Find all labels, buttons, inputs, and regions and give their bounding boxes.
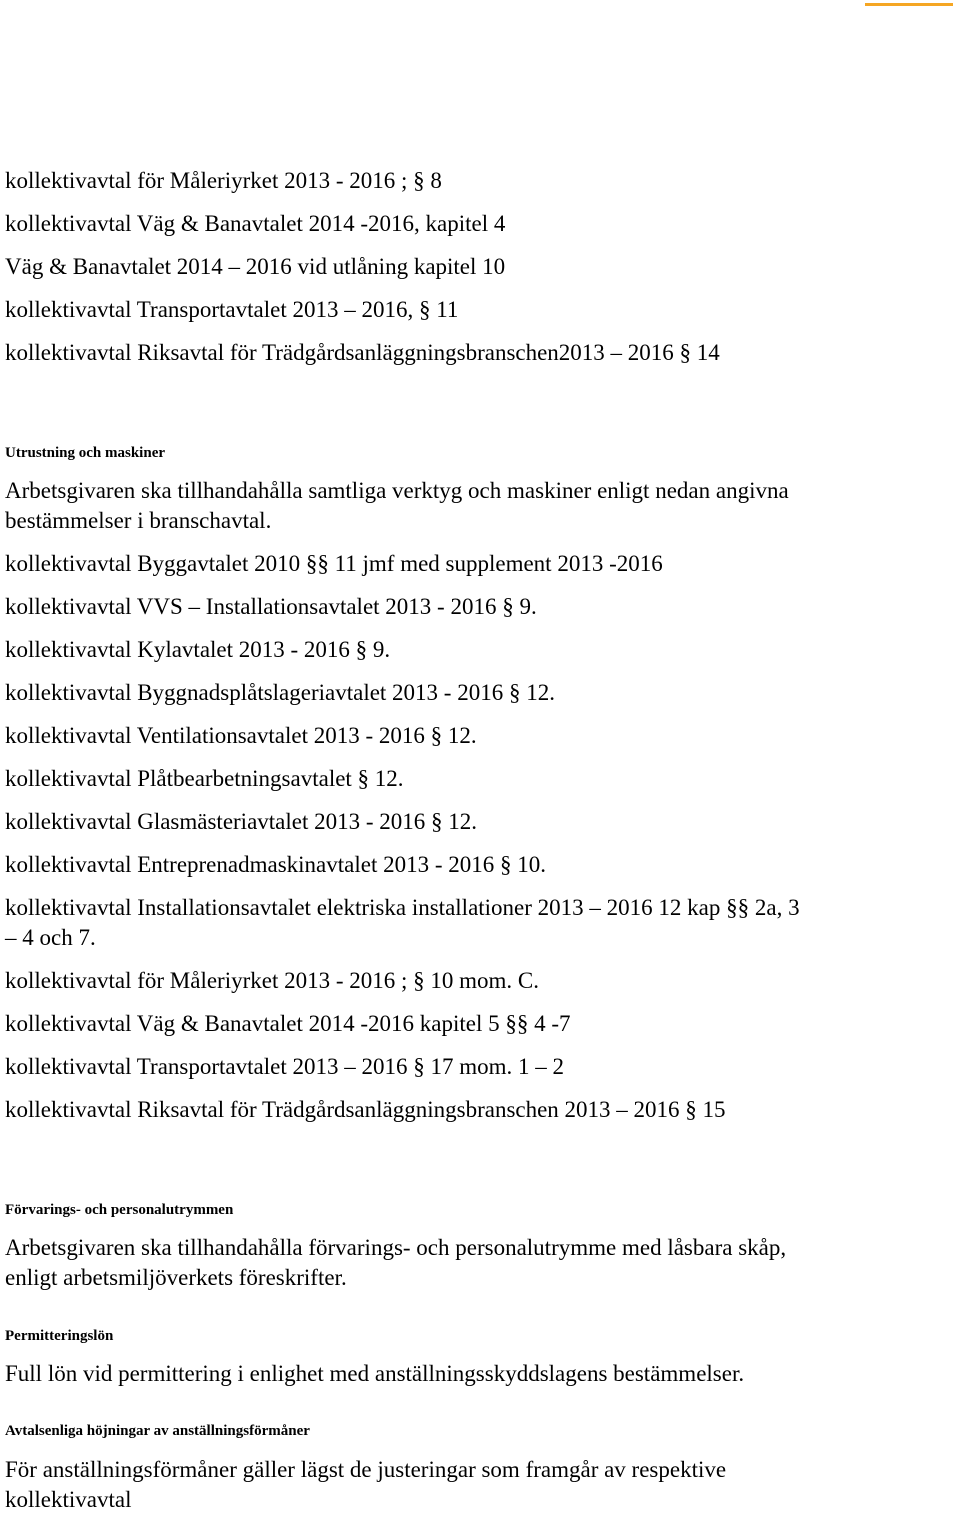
agreement-line: kollektivavtal Kylavtalet 2013 - 2016 § 9. — [5, 637, 391, 662]
equipment-paragraph-line: bestämmelser i branschavtal. — [5, 508, 272, 533]
agreement-line: kollektivavtal Byggavtalet 2010 §§ 11 jmf med supplement 2013 -2016 — [5, 551, 663, 576]
agreement-line: kollektivavtal Riksavtal för Trädgårdsanläggningsbranschen2013 – 2016 § 14 — [5, 340, 720, 365]
agreement-line: kollektivavtal Riksavtal för Trädgårdsanläggningsbranschen 2013 – 2016 § 15 — [5, 1097, 726, 1122]
agreement-line: kollektivavtal VVS – Installationsavtalet 2013 - 2016 § 9. — [5, 594, 537, 619]
agreement-line: Väg & Banavtalet 2014 – 2016 vid utlåning kapitel 10 — [5, 254, 506, 279]
layoff-paragraph-line: Full lön vid permittering i enlighet med anställningsskyddslagens bestämmelser. — [5, 1361, 745, 1386]
agreement-line: kollektivavtal Ventilationsavtalet 2013 - 2016 § 12. — [5, 723, 477, 748]
storage-paragraph-line: enligt arbetsmiljöverkets föreskrifter. — [5, 1265, 347, 1290]
benefits-paragraph-line: För anställningsförmåner gäller lägst de justeringar som framgår av respektive — [5, 1457, 727, 1482]
agreement-line: kollektivavtal Installationsavtalet elektriska installationer 2013 – 2016 12 kap §§ 2a, 3 — [5, 895, 800, 920]
section-heading-layoff-pay: Permitteringslön — [5, 1328, 114, 1344]
agreement-line: kollektivavtal Glasmästeriavtalet 2013 - 2016 § 12. — [5, 809, 478, 834]
agreement-line: kollektivavtal Väg & Banavtalet 2014 -2016 kapitel 5 §§ 4 -7 — [5, 1011, 571, 1036]
agreement-line: kollektivavtal Entreprenadmaskinavtalet 2013 - 2016 § 10. — [5, 852, 546, 877]
agreement-line: – 4 och 7. — [5, 925, 96, 950]
section-heading-benefits: Avtalsenliga höjningar av anställningsförmåner — [5, 1423, 310, 1439]
agreement-line: kollektivavtal Transportavtalet 2013 – 2016, § 11 — [5, 297, 459, 322]
storage-paragraph-line: Arbetsgivaren ska tillhandahålla förvarings- och personalutrymme med låsbara skåp, — [5, 1235, 787, 1260]
agreement-line: kollektivavtal Byggnadsplåtslageriavtalet 2013 - 2016 § 12. — [5, 680, 555, 705]
benefits-paragraph-line: kollektivavtal — [5, 1487, 132, 1512]
section-heading-storage: Förvarings- och personalutrymmen — [5, 1202, 234, 1218]
agreement-line: kollektivavtal för Måleriyrket 2013 - 2016 ; § 10 mom. C. — [5, 968, 540, 993]
top-accent-bar — [865, 3, 953, 6]
equipment-paragraph-line: Arbetsgivaren ska tillhandahålla samtliga verktyg och maskiner enligt nedan angivna — [5, 478, 789, 503]
agreement-line: kollektivavtal Väg & Banavtalet 2014 -2016, kapitel 4 — [5, 211, 506, 236]
agreement-line: kollektivavtal för Måleriyrket 2013 - 2016 ; § 8 — [5, 168, 442, 193]
section-heading-equipment: Utrustning och maskiner — [5, 445, 166, 461]
agreement-line: kollektivavtal Plåtbearbetningsavtalet § 12. — [5, 766, 404, 791]
agreement-line: kollektivavtal Transportavtalet 2013 – 2016 § 17 mom. 1 – 2 — [5, 1054, 564, 1079]
